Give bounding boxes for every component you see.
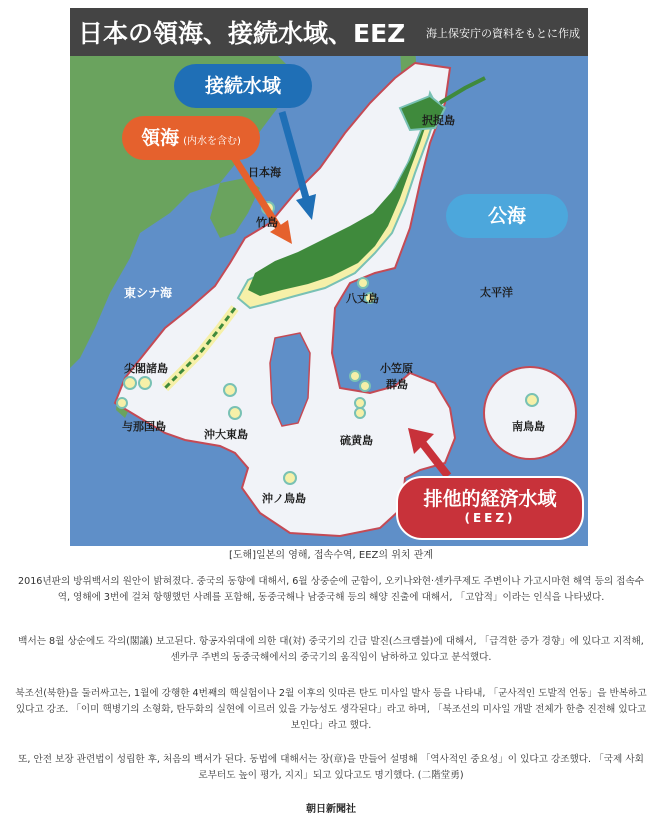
paragraph-4: 또, 안전 보장 관련법이 성립한 후, 처음의 백서가 된다. 동법에 대해서는 장(章)을 만들어 설명해 「역사적인 중요성」이 있다고 강조했다. 「국제 사회로부터도 높이 평가, 지지」되고 있다고도 명기했다. (二階堂勇) (18, 754, 644, 781)
label-okidaito: 沖大東島 (204, 428, 248, 441)
contiguous-zone-pill (174, 64, 312, 108)
label-etorofu: 択捉島 (422, 114, 455, 127)
map-title-bar (70, 8, 588, 56)
label-takeshima: 竹島 (256, 216, 278, 229)
map-graphic (70, 8, 588, 546)
label-ogasawara-2: 群島 (386, 378, 408, 391)
label-iwoto: 硫黄島 (340, 434, 373, 447)
contiguous-arrow (282, 112, 306, 198)
label-east-china-sea: 東シナ海 (124, 286, 173, 300)
minamitori-eez (484, 367, 576, 459)
map-title: 日本の領海、接続水域、EEZ (78, 19, 406, 48)
eez-abbrev: (EEZ) (464, 511, 516, 525)
paragraph-3: 북조선(북한)을 둘러싸고는, 1월에 강행한 4번째의 핵실험이나 2월 이후의 잇따른 탄도 미사일 발사 등을 나타내, 「군사적인 도발적 언동」을 반복하고 있다고 강조. 「이미 핵병기의 소형화, 탄두화의 실현에 이르러 있을 가능성도 생각된다」라고 하며, 「북조선의 미사일 개발 전체가 한층 진전해 있다고 보인다」라고 했다. (15, 688, 647, 731)
label-okinotori: 沖ノ鳥島 (262, 492, 306, 505)
label-yonaguni: 与那国島 (122, 420, 166, 433)
label-hachijo: 八丈島 (346, 292, 379, 305)
territorial-sea-note: (内水を含む) (183, 136, 241, 147)
figure-caption: [도해]일본의 영해, 접속수역, EEZ의 위치 관계 (228, 550, 434, 561)
eez-map (70, 8, 588, 546)
territorial-sea-label: 領海 (141, 127, 180, 149)
label-minamitori: 南鳥島 (512, 420, 545, 433)
territorial-sea-pill (122, 116, 260, 160)
label-pacific: 太平洋 (480, 286, 513, 299)
label-senkaku: 尖閣諸島 (124, 362, 168, 375)
eez-pill (396, 476, 584, 540)
label-ogasawara-1: 小笠原 (380, 362, 413, 375)
paragraph-2: 백서는 8월 상순에도 각의(閣議) 보고된다. 항공자위대에 의한 대(対) 중국기의 긴급 발진(스크램블)에 대해서, 「급격한 증가 경향」에 있다고 지적해, 센카쿠 주변의 동중국해에서의 중국기의 움직임이 남하하고 있다고 분석했다. (18, 636, 644, 663)
high-seas-label: 公海 (487, 205, 526, 227)
label-sea-of-japan: 日本海 (248, 166, 281, 179)
contiguous-zone-label: 接続水域 (204, 75, 281, 97)
publisher-signoff: 朝日新聞社 (306, 804, 356, 815)
eez-label: 排他的経済水域 (423, 488, 557, 510)
map-source-note: 海上保安庁の資料をもとに作成 (426, 27, 580, 40)
paragraph-1: 2016년판의 방위백서의 원안이 밝혀졌다. 중국의 동향에 대해서, 6월 상중순에 군함이, 오키나와현·센카쿠제도 주변이나 가고시마현 해역 등의 접속수역, 영해에 3번에 걸쳐 항행했던 사례를 포함해, 동중국해나 남중국해 등의 해양 진출에 대해서, 「고압적」이라는 인식을 나타냈다. (18, 576, 644, 603)
high-seas-pill (446, 194, 568, 238)
